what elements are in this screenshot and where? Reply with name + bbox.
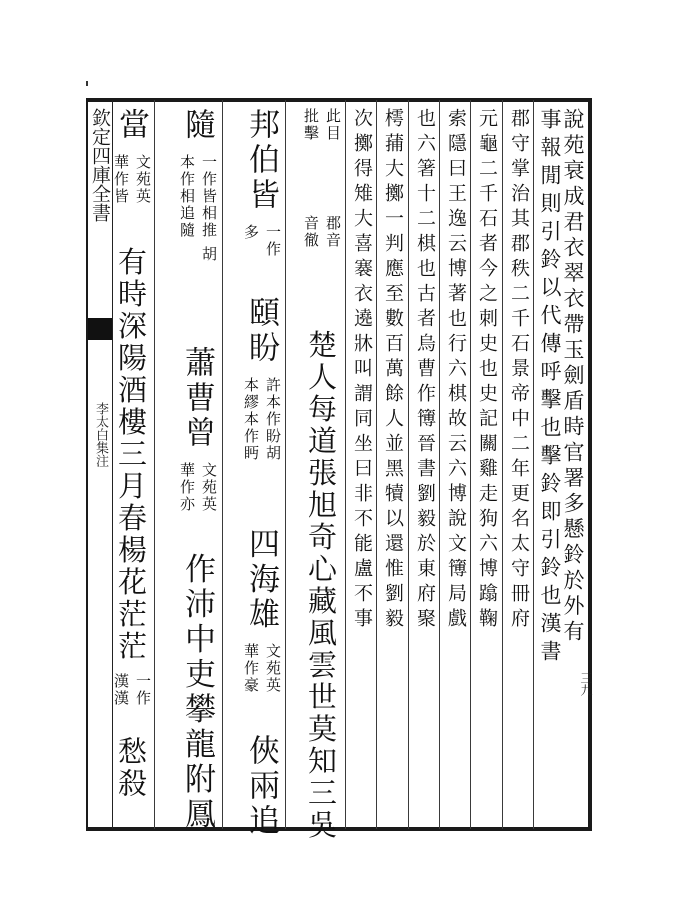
annotation (172, 154, 220, 336)
main-text: 頤盼 (243, 296, 279, 367)
text-column-9 (288, 108, 344, 842)
column-rule (408, 100, 409, 829)
corner-mark (86, 81, 88, 86)
annotation-line: 華作豪 (242, 643, 260, 695)
margin-collection-title: 李太白集注 (93, 402, 108, 467)
column-rule (285, 100, 286, 829)
text-column-1: 說苑衰成君衣翠衣帶玉劍盾時官署多懸鈴於外有 (561, 108, 585, 646)
annotation-line: 多 (242, 223, 260, 241)
main-text: 楚人每道張旭奇心藏風雲世莫知三吳 (304, 329, 338, 842)
text-column-8: 次擲得雉大喜褰衣遶牀叫謂同坐曰非不能盧不事 (351, 108, 373, 633)
column-rule (345, 100, 346, 829)
main-text: 有時深陽酒樓三月春楊花茫茫 (114, 246, 148, 663)
annotation (114, 154, 154, 236)
annotation-line: 郡音 (324, 214, 342, 249)
annotation (296, 108, 344, 170)
main-text: 隨 (179, 108, 215, 143)
column-rule (502, 100, 503, 829)
main-text: 邦伯皆 (243, 108, 279, 213)
annotation-line: 音徹 (302, 214, 320, 249)
annotation-line: 一作皆相推 胡 (200, 153, 218, 263)
annotation (114, 673, 154, 725)
main-text: 俠兩追 (243, 734, 279, 840)
text-column-3: 郡守掌治其郡秩二千石景帝中二年更名太守冊府 (508, 108, 530, 633)
annotation-line: 文苑英 (134, 153, 152, 205)
annotation-line: 許本作盼胡 (264, 377, 282, 463)
main-text: 蕭曹曾 (179, 346, 215, 452)
annotation-line: 文苑英 (200, 462, 218, 514)
annotation-line: 一作 (264, 223, 282, 258)
text-column-4: 元龜二千石者今之刺史也史記關雞走狗六博蹹鞠 (476, 108, 498, 633)
annotation-line: 批擊 (302, 108, 320, 142)
text-column-6: 也六箸十二棋也古者烏曹作簙晉書劉毅於東府聚 (414, 108, 436, 633)
annotation-line: 本作相追隨 (178, 153, 196, 239)
column-rule (222, 100, 223, 829)
text-column-10 (226, 108, 284, 840)
annotation-line: 華作皆 (112, 153, 130, 205)
annotation (236, 377, 284, 517)
annotation-line: 本繆本作眄 (242, 377, 260, 463)
text-column-12 (112, 108, 154, 824)
annotation (236, 224, 284, 286)
text-column-11 (162, 108, 220, 833)
annotation-line: 漢漢 (112, 673, 130, 708)
text-column-7: 樗蒱大擲一判應至數百萬餘人並黑犢以還惟劉毅 (382, 108, 404, 633)
text-column-5: 索隱曰王逸云博著也行六棋故云六博說文簙局戲 (445, 108, 467, 633)
main-text: 愁殺 (114, 735, 148, 800)
column-rule (154, 100, 155, 829)
folio-number: 三九 (579, 672, 593, 696)
main-text: 作沛中吏攀龍附鳳 (179, 552, 215, 833)
text-column-2: 事報閒則引鈴以代傳呼擊也擊鈴即引鈴也漢書 (538, 108, 562, 668)
annotation (296, 181, 344, 319)
main-text: 當 (113, 108, 149, 143)
margin-book-title: 欽定四庫全書 (89, 108, 111, 222)
annotation (172, 462, 220, 542)
annotation-line: 一作 (134, 673, 152, 708)
annotation-line: 華作亦 (178, 462, 196, 514)
main-text: 四海雄 (243, 527, 279, 633)
annotation (236, 643, 284, 723)
annotation-line: 此目 (324, 108, 342, 142)
annotation-line: 文苑英 (264, 643, 282, 695)
